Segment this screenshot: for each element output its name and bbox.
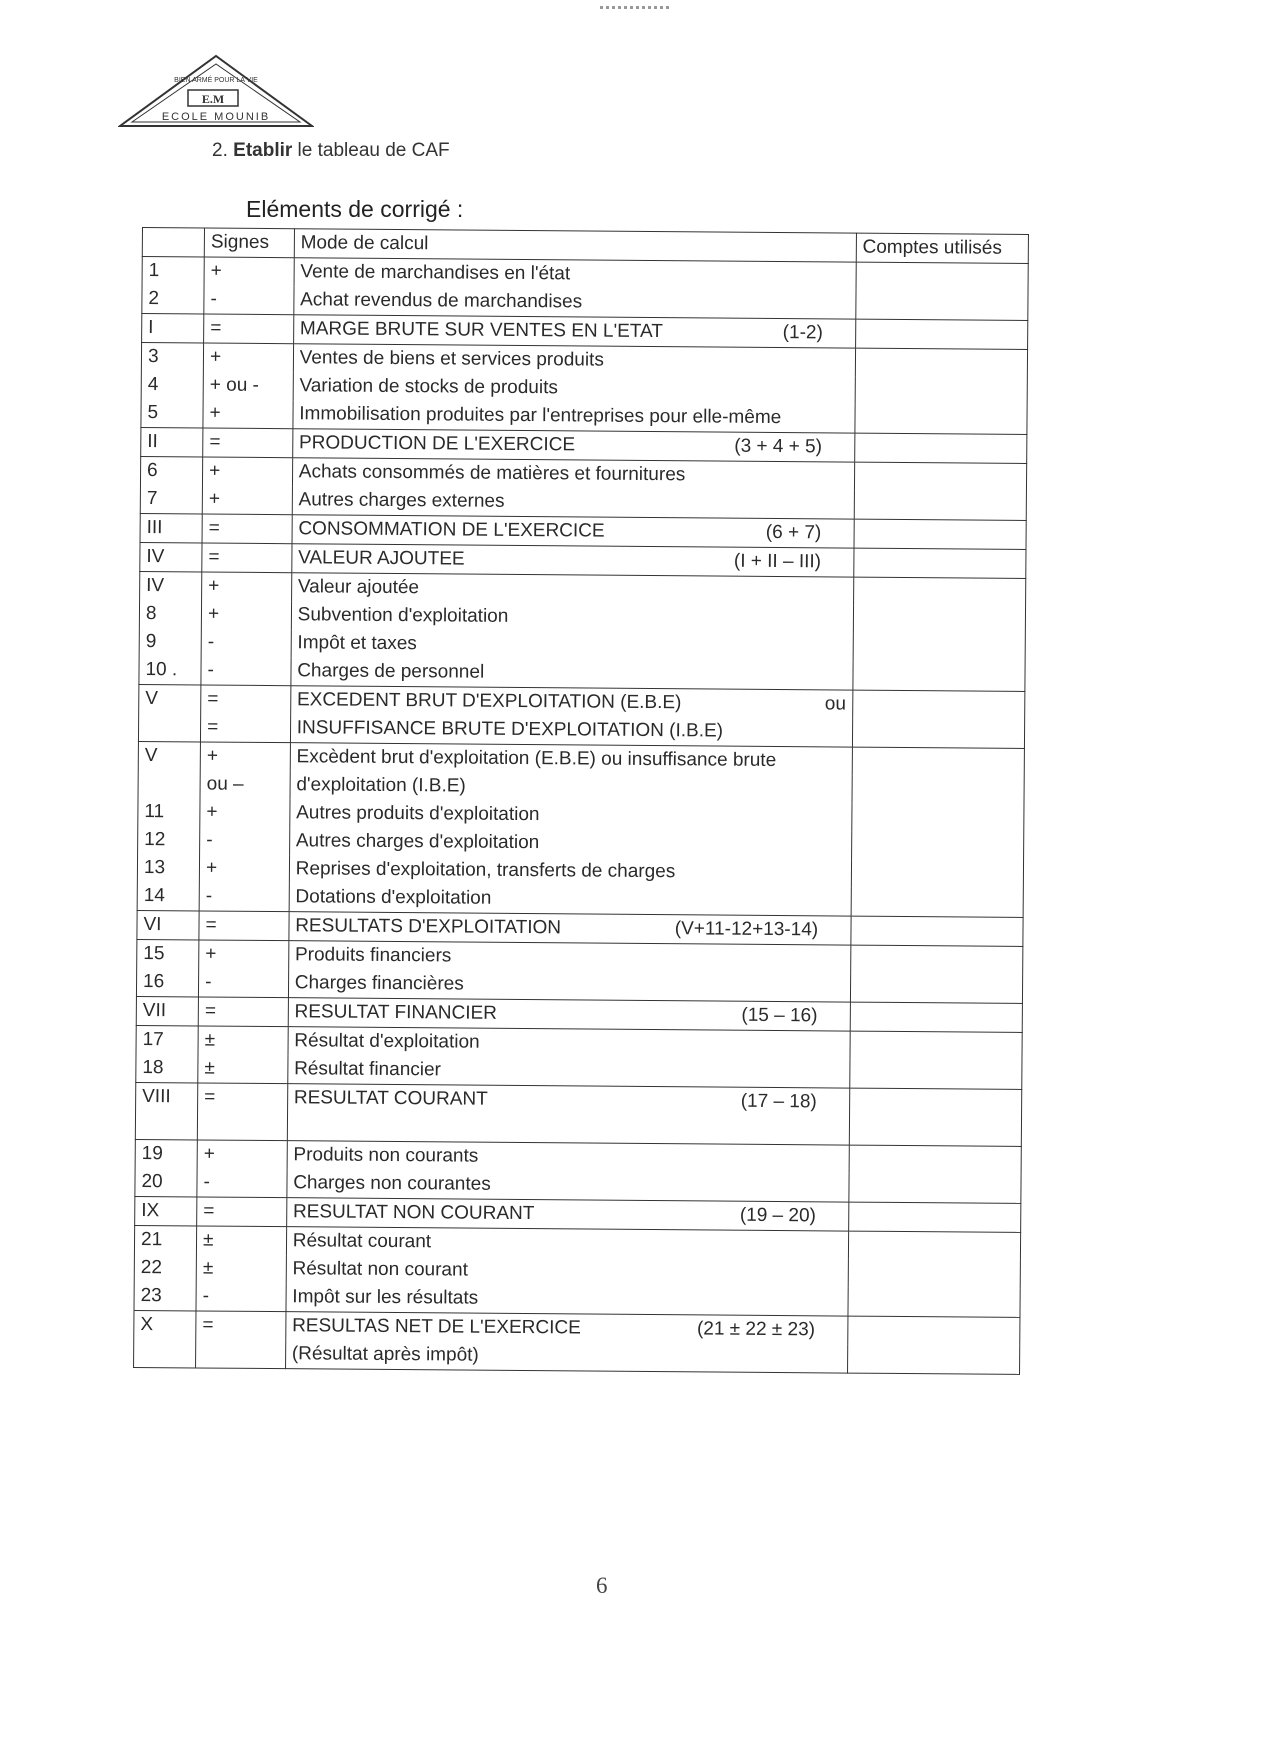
row-label: Autres produits d'exploitation (296, 802, 540, 826)
row-number: IV (140, 571, 202, 600)
row-number: 21 (134, 1225, 196, 1254)
row-label: MARGE BRUTE SUR VENTES EN L'ETAT (299, 318, 663, 343)
school-logo (118, 52, 314, 132)
row-comptes-utilises (854, 519, 1027, 549)
table-row (134, 1339, 1020, 1374)
instruction-number: 2. (212, 140, 228, 161)
row-number: IV (140, 542, 202, 571)
row-mode-de-calcul (291, 601, 853, 633)
row-number: 16 (136, 968, 198, 997)
row-comptes-utilises (854, 491, 1027, 521)
row-sign: ± (196, 1226, 286, 1255)
row-label: Impôt sur les résultats (292, 1286, 479, 1309)
row-formula: (I + II – III) (733, 550, 822, 573)
row-comptes-utilises (855, 291, 1028, 321)
row-comptes-utilises (856, 262, 1029, 292)
row-mode-de-calcul (292, 515, 854, 548)
row-formula: (6 + 7) (765, 521, 822, 544)
row-number: VI (137, 910, 199, 939)
row-label: Excèdent brut d'exploitation (E.B.E) ou insuffisance brute (296, 746, 777, 771)
row-sign: + (199, 940, 289, 969)
row-number: 5 (141, 399, 203, 428)
row-mode-de-calcul (288, 1055, 850, 1088)
row-label: Résultat d'exploitation (294, 1030, 480, 1053)
row-mode-de-calcul (287, 1169, 849, 1202)
table-row (135, 1082, 1021, 1146)
row-comptes-utilises (851, 832, 1024, 861)
row-sign: + (201, 600, 291, 629)
row-comptes-utilises (852, 747, 1025, 777)
row-sign: - (197, 1168, 287, 1197)
row-number: III (140, 513, 202, 542)
row-sign: ou – (200, 770, 290, 799)
row-number: 2 (142, 285, 204, 314)
row-label: RESULTAT COURANT (293, 1087, 488, 1110)
row-comptes-utilises (855, 319, 1028, 349)
row-sign: ± (198, 1026, 288, 1055)
row-comptes-utilises (851, 888, 1024, 918)
row-label: Charges non courantes (293, 1172, 491, 1195)
row-comptes-utilises (853, 606, 1026, 635)
row-comptes-utilises (849, 1088, 1022, 1146)
row-number: 4 (141, 371, 203, 399)
row-comptes-utilises (854, 433, 1027, 463)
row-number: 8 (139, 600, 201, 628)
row-mode-de-calcul (286, 1227, 848, 1260)
row-label: Résultat courant (292, 1230, 432, 1253)
row-number: 22 (134, 1254, 196, 1282)
row-comptes-utilises (853, 634, 1026, 663)
row-sign: = (201, 685, 291, 714)
caf-table (133, 227, 1029, 1375)
row-label: Charges de personnel (297, 660, 485, 683)
row-number: II (141, 427, 203, 456)
row-number: 23 (134, 1282, 196, 1311)
header-signes: Signes (204, 228, 294, 258)
row-sign: ± (198, 1054, 288, 1083)
row-number: 7 (140, 485, 202, 514)
instruction-verb: Etablir (233, 140, 293, 161)
row-mode-de-calcul (292, 429, 854, 462)
row-number: 17 (136, 1025, 198, 1054)
row-label: Valeur ajoutée (297, 576, 420, 599)
row-comptes-utilises (851, 860, 1024, 889)
row-comptes-utilises (849, 1174, 1022, 1204)
logo-school-name: ECOLE MOUNIB (161, 111, 271, 123)
row-mode-de-calcul (288, 941, 850, 974)
row-number: I (142, 314, 204, 343)
row-sign: + (200, 742, 290, 771)
row-formula: (21 ± 22 ± 23) (696, 1318, 816, 1341)
row-number: 10 . (139, 656, 201, 685)
row-comptes-utilises (853, 577, 1026, 607)
row-mode-de-calcul (293, 372, 855, 404)
row-mode-de-calcul (289, 912, 851, 945)
row-sign: = (199, 911, 289, 941)
row-label: Résultat financier (294, 1058, 442, 1081)
header-comptes: Comptes utilisés (856, 233, 1029, 263)
row-comptes-utilises (848, 1260, 1021, 1289)
row-comptes-utilises (852, 776, 1025, 805)
row-formula: ou (824, 693, 847, 715)
row-label: RESULTAS NET DE L'EXERCICE (292, 1315, 581, 1339)
row-label: Subvention d'exploitation (297, 604, 509, 627)
logo-motto: BIEN ARMÉ POUR LA VIE (174, 77, 258, 84)
row-label: Variation de stocks de produits (299, 375, 558, 399)
row-sign: - (199, 882, 289, 911)
row-number: VII (136, 996, 198, 1025)
row-number: 15 (137, 939, 199, 968)
row-comptes-utilises (850, 1002, 1023, 1032)
row-mode-de-calcul (289, 855, 851, 887)
section-title: Eléments de corrigé : (246, 196, 464, 222)
row-comptes-utilises (847, 1345, 1020, 1375)
row-formula: (V+11-12+13-14) (674, 918, 819, 941)
row-mode-de-calcul (290, 714, 852, 747)
row-comptes-utilises (850, 974, 1023, 1004)
row-mode-de-calcul (286, 1255, 848, 1287)
row-sign: = (196, 1311, 286, 1340)
row-sign: + (199, 854, 289, 883)
row-sign: = (197, 1197, 287, 1227)
row-mode-de-calcul (288, 1027, 850, 1060)
row-formula: (17 – 18) (740, 1090, 817, 1113)
row-label: Vente de marchandises en l'état (300, 261, 571, 285)
row-number: VIII (135, 1082, 197, 1139)
row-formula: (15 – 16) (741, 1004, 818, 1027)
row-number: 1 (142, 257, 204, 286)
row-label: Produits financiers (294, 944, 452, 967)
row-label: RESULTAT FINANCIER (294, 1001, 497, 1024)
row-mode-de-calcul (285, 1312, 847, 1345)
row-number (134, 1339, 196, 1368)
row-label: Autres charges externes (298, 489, 505, 512)
row-sign: + (202, 485, 292, 514)
caf-table-body (134, 257, 1029, 1375)
row-number: 12 (138, 826, 200, 854)
row-sign: = (201, 713, 291, 742)
row-mode-de-calcul (294, 286, 856, 319)
row-mode-de-calcul (292, 544, 854, 577)
header-num (142, 228, 204, 257)
row-mode-de-calcul (292, 458, 854, 491)
row-sign: + (204, 257, 294, 286)
row-mode-de-calcul (289, 883, 851, 916)
row-mode-de-calcul (290, 743, 852, 776)
row-comptes-utilises (848, 1231, 1021, 1261)
row-number: V (138, 741, 200, 770)
row-mode-de-calcul (287, 1084, 849, 1145)
header-mode: Mode de calcul (294, 229, 856, 262)
row-comptes-utilises (851, 916, 1024, 946)
row-comptes-utilises (848, 1202, 1021, 1232)
row-label: Impôt et taxes (297, 632, 417, 655)
row-comptes-utilises (849, 1145, 1022, 1175)
row-mode-de-calcul (288, 998, 850, 1031)
row-mode-de-calcul (290, 771, 852, 803)
row-comptes-utilises (854, 462, 1027, 492)
row-label: Produits non courants (293, 1144, 479, 1167)
row-mode-de-calcul (289, 827, 851, 859)
scan-artifact (600, 6, 672, 9)
row-sign: ± (196, 1254, 286, 1283)
row-sign: - (200, 826, 290, 855)
row-label: (Résultat après impôt) (291, 1343, 479, 1366)
row-number: 13 (137, 854, 199, 882)
row-label: Achat revendus de marchandises (300, 289, 583, 313)
row-sign: + (203, 343, 293, 372)
row-label: PRODUCTION DE L'EXERCICE (298, 432, 576, 456)
row-sign: + (203, 399, 293, 428)
row-number (138, 713, 200, 742)
row-mode-de-calcul (292, 486, 854, 519)
row-comptes-utilises (851, 804, 1024, 833)
row-sign: = (202, 514, 292, 544)
row-number: 20 (135, 1168, 197, 1197)
row-label: d'exploitation (I.B.E) (296, 774, 466, 797)
row-label: INSUFFISANCE BRUTE D'EXPLOITATION (I.B.E) (296, 717, 724, 742)
row-sign: + (203, 457, 293, 486)
row-sign: = (204, 314, 294, 344)
row-label: Charges financières (294, 972, 464, 995)
row-label: Ventes de biens et services produits (299, 347, 604, 371)
row-comptes-utilises (852, 690, 1025, 720)
row-mode-de-calcul (293, 315, 855, 348)
row-sign: + (200, 798, 290, 827)
row-label: Résultat non courant (292, 1258, 468, 1281)
row-label: EXCEDENT BRUT D'EXPLOITATION (E.B.E) (296, 689, 682, 714)
row-sign: = (203, 428, 293, 458)
instruction (212, 140, 450, 162)
row-number: IX (135, 1196, 197, 1225)
row-sign: - (201, 656, 291, 685)
row-comptes-utilises (850, 945, 1023, 975)
row-number: 3 (141, 343, 203, 372)
row-label: VALEUR AJOUTEE (298, 547, 465, 570)
row-comptes-utilises (848, 1288, 1021, 1318)
row-number (138, 770, 200, 798)
row-mode-de-calcul (287, 1141, 849, 1174)
instruction-text: le tableau de CAF (297, 140, 450, 161)
row-comptes-utilises (847, 1316, 1020, 1346)
row-comptes-utilises (850, 1031, 1023, 1061)
page-number: 6 (596, 1573, 608, 1598)
row-comptes-utilises (855, 377, 1028, 406)
row-sign (196, 1339, 286, 1368)
row-sign: - (199, 968, 289, 997)
row-mode-de-calcul (285, 1340, 847, 1373)
row-mode-de-calcul (290, 799, 852, 831)
row-label: Dotations d'exploitation (295, 886, 492, 909)
row-comptes-utilises (853, 662, 1026, 692)
row-mode-de-calcul (291, 629, 853, 661)
row-comptes-utilises (853, 548, 1026, 578)
row-sign: = (198, 997, 288, 1027)
row-mode-de-calcul (288, 969, 850, 1002)
row-mode-de-calcul (286, 1283, 848, 1316)
row-number: 9 (139, 628, 201, 656)
row-sign: + (202, 572, 292, 601)
row-number: 6 (140, 456, 202, 485)
row-number: 14 (137, 882, 199, 911)
row-comptes-utilises (849, 1060, 1022, 1090)
row-mode-de-calcul (291, 573, 853, 606)
row-label: RESULTAT NON COURANT (292, 1201, 535, 1225)
row-mode-de-calcul (293, 400, 855, 433)
row-sign: + ou - (203, 371, 293, 400)
row-comptes-utilises (855, 348, 1028, 378)
row-mode-de-calcul (294, 258, 856, 291)
row-formula: (1-2) (782, 322, 823, 344)
row-comptes-utilises (855, 405, 1028, 435)
row-sign: = (197, 1083, 287, 1141)
row-label: RESULTATS D'EXPLOITATION (295, 915, 562, 939)
row-mode-de-calcul (286, 1198, 848, 1231)
row-sign: - (204, 285, 294, 314)
row-mode-de-calcul (291, 657, 853, 690)
row-label: Achats consommés de matières et fournitures (298, 461, 686, 486)
row-number: 18 (136, 1054, 198, 1083)
row-label: Autres charges d'exploitation (295, 830, 540, 854)
row-number: X (134, 1310, 196, 1339)
row-label: Reprises d'exploitation, transferts de charges (295, 858, 676, 883)
row-label: Immobilisation produites par l'entreprises pour elle-même (299, 403, 782, 429)
row-number: 19 (135, 1139, 197, 1168)
row-formula: (19 – 20) (739, 1204, 816, 1227)
row-comptes-utilises (852, 719, 1025, 749)
row-number: V (139, 684, 201, 713)
row-sign: = (202, 543, 292, 573)
row-number: 11 (138, 798, 200, 826)
row-sign: - (196, 1282, 286, 1311)
row-mode-de-calcul (290, 686, 852, 719)
row-sign: + (197, 1140, 287, 1169)
row-mode-de-calcul (293, 344, 855, 377)
row-label: CONSOMMATION DE L'EXERCICE (298, 518, 605, 542)
row-sign: - (201, 628, 291, 657)
row-formula: (3 + 4 + 5) (734, 435, 823, 458)
logo-initials: E.M (201, 92, 225, 106)
